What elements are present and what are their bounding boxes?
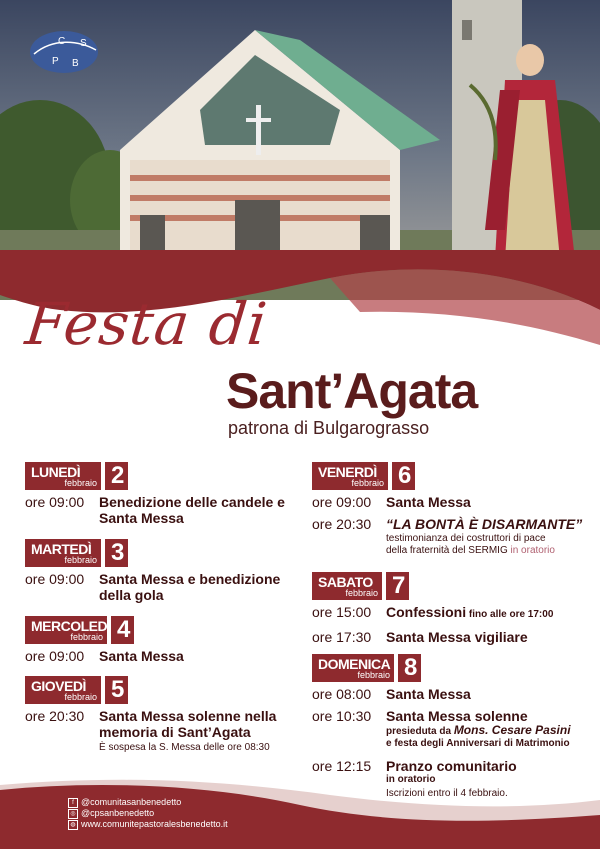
website-link[interactable]: www.comunitepastoralesbenedetto.it: [81, 819, 228, 829]
day-tag: [312, 572, 592, 600]
event-desc: Benedizione delle candele e Santa Messa: [99, 494, 285, 526]
day-number: 3: [105, 539, 128, 567]
logo-letter-b: B: [72, 58, 79, 69]
day-name: GIOVEDÌ: [31, 678, 86, 694]
day-tag-box: [25, 676, 101, 704]
footer-facebook: [68, 797, 228, 808]
day-tag: [25, 616, 295, 644]
day-number: 6: [392, 462, 415, 490]
day-tag: [25, 676, 295, 704]
instagram-handle[interactable]: @cpsanbenedetto: [81, 808, 155, 818]
facebook-icon: f: [68, 798, 78, 808]
event-note2: e festa degli Anniversari di Matrimonio: [386, 738, 570, 749]
event-time: ore 10:30: [312, 708, 372, 724]
day-name: LUNEDÌ: [31, 464, 81, 480]
event-time: ore 15:00: [312, 604, 372, 620]
event-note-accent: in oratorio: [507, 545, 555, 556]
event-small: fino alle ore 17:00: [466, 609, 554, 620]
event-row: [25, 494, 295, 526]
event-time: ore 08:00: [312, 686, 372, 702]
event-time: ore 20:30: [25, 708, 85, 724]
day-month: febbraio: [64, 555, 97, 565]
event-note2: Iscrizioni entro il 4 febbraio.: [386, 788, 508, 799]
footer-instagram: [68, 808, 228, 819]
event-time: ore 09:00: [25, 494, 85, 510]
event-note: È sospesa la S. Messa delle ore 08:30: [99, 742, 270, 753]
logo-letter-c: C: [58, 36, 66, 47]
event-desc: Pranzo comunitario: [386, 758, 517, 774]
event-row: [312, 494, 592, 510]
footer-website: [68, 819, 228, 830]
event-time: ore 09:00: [25, 648, 85, 664]
day-tag-box: [312, 572, 382, 600]
day-block-monday: [25, 462, 295, 526]
day-block-tuesday: [25, 539, 295, 603]
logo-letter-s: S: [80, 38, 87, 49]
event-desc: Santa Messa solenne: [386, 708, 528, 724]
main-title: Sant’Agata: [226, 363, 478, 419]
event-time: ore 20:30: [312, 516, 372, 532]
day-month: febbraio: [345, 588, 378, 598]
event-time: ore 12:15: [312, 758, 372, 774]
day-tag-box: [25, 462, 101, 490]
event-time: ore 17:30: [312, 629, 372, 645]
day-block-thursday: [25, 676, 295, 754]
day-month: febbraio: [351, 478, 384, 488]
event-note-em: Mons. Cesare Pasini: [453, 723, 571, 737]
event-desc: “LA BONTÀ È DISARMANTE”: [386, 516, 583, 532]
logo-letter-p: P: [52, 56, 59, 67]
day-tag-box: [25, 539, 101, 567]
day-name: DOMENICA: [318, 656, 391, 672]
event-row: [312, 629, 592, 645]
event-row: [312, 516, 592, 532]
day-block-wednesday: [25, 616, 295, 664]
day-tag: [312, 654, 597, 682]
event-row: [25, 571, 295, 603]
day-number: 5: [105, 676, 128, 704]
day-tag: [312, 462, 592, 490]
event-desc: Santa Messa: [386, 494, 471, 510]
event-note-line2: [386, 545, 592, 557]
subtitle: patrona di Bulgarograsso: [228, 418, 430, 438]
day-number: 8: [398, 654, 421, 682]
event-row: [312, 708, 597, 724]
event-desc: Confessioni: [386, 604, 467, 620]
day-block-saturday: [312, 572, 592, 645]
day-number: 7: [386, 572, 409, 600]
script-title: Festa di: [22, 290, 271, 358]
day-month: febbraio: [357, 670, 390, 680]
day-name: MERCOLEDÌ: [31, 618, 111, 634]
facebook-handle[interactable]: @comunitasanbenedetto: [81, 797, 182, 807]
event-row: [312, 604, 592, 623]
event-desc: Santa Messa vigiliare: [386, 629, 528, 645]
event-row: [25, 648, 295, 664]
day-tag-box: [312, 654, 394, 682]
event-desc: Santa Messa solenne nella memoria di Sant’Agata: [99, 708, 277, 740]
day-name: MARTEDÌ: [31, 541, 92, 557]
footer-contacts: [68, 797, 228, 830]
event-note-pre: presieduta da: [386, 726, 454, 737]
event-note: testimonianza dei costruttori di pace: [386, 533, 546, 544]
event-desc-wrap: [386, 604, 553, 623]
event-row: [25, 708, 295, 740]
day-block-friday: [312, 462, 592, 557]
day-tag-box: [312, 462, 388, 490]
day-month: febbraio: [64, 478, 97, 488]
day-month: febbraio: [64, 692, 97, 702]
day-name: VENERDÌ: [318, 464, 377, 480]
day-tag: [25, 539, 295, 567]
event-note2: della fraternità del SERMIG: [386, 545, 508, 556]
globe-icon: ◍: [68, 820, 78, 830]
event-desc: Santa Messa e benedizione della gola: [99, 571, 281, 603]
day-number: 2: [105, 462, 128, 490]
day-number: 4: [111, 616, 134, 644]
event-row: [312, 686, 597, 702]
event-time: ore 09:00: [312, 494, 372, 510]
event-note-line1: [386, 724, 597, 738]
instagram-icon: ◎: [68, 809, 78, 819]
csp-logo: [28, 28, 100, 76]
day-name: SABATO: [318, 574, 373, 590]
event-desc: Santa Messa: [386, 686, 471, 702]
day-tag: [25, 462, 295, 490]
day-tag-box: [25, 616, 111, 644]
event-desc: Santa Messa: [99, 648, 184, 664]
event-time: ore 09:00: [25, 571, 85, 587]
event-note: in oratorio: [386, 774, 436, 785]
day-month: febbraio: [70, 632, 103, 642]
